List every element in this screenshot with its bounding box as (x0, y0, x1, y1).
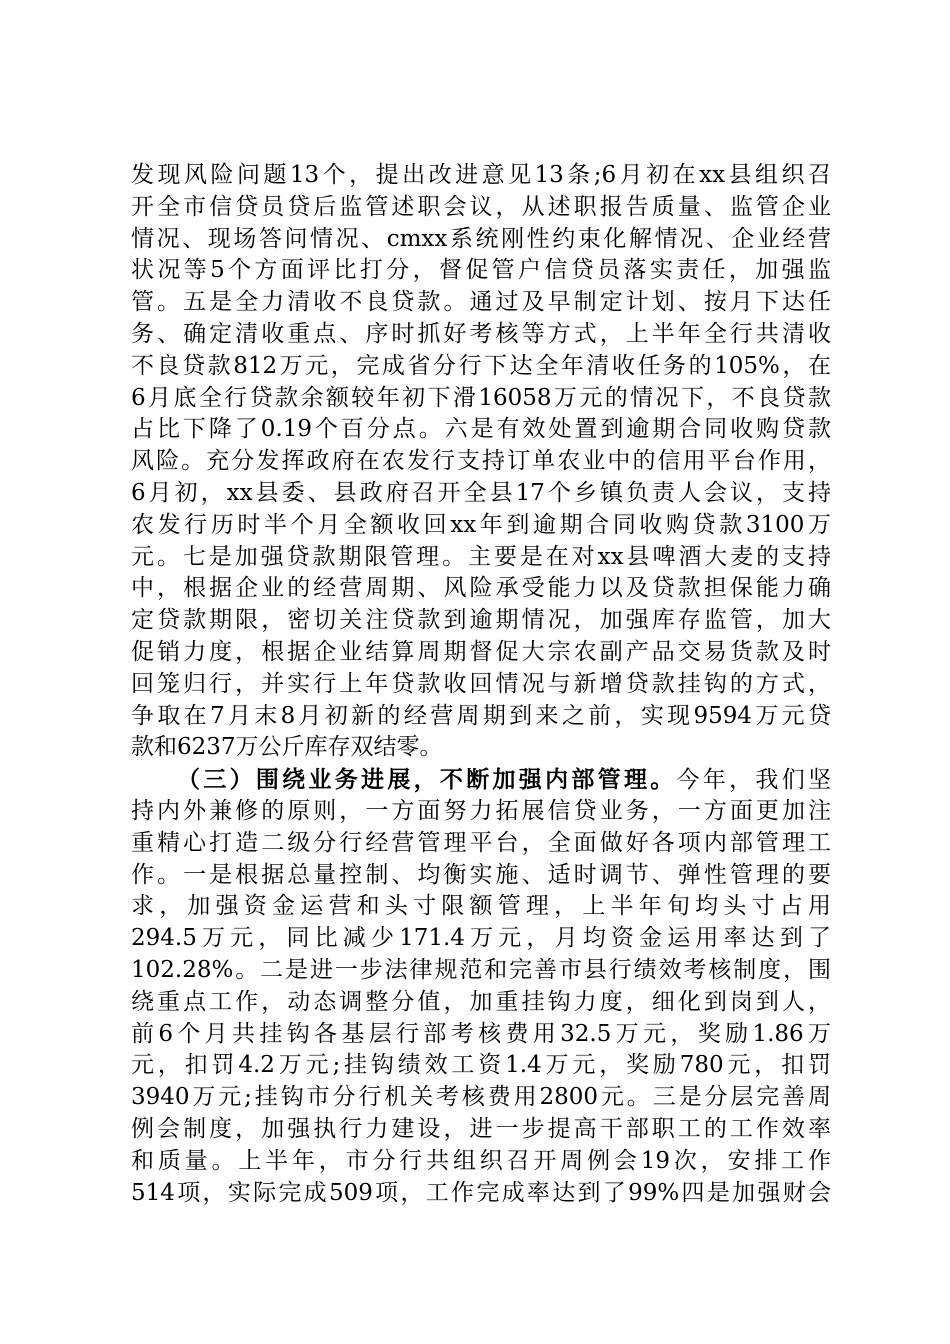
text-line: 风险。充分发挥政府在农发行支持订单农业中的信用平台作用， (131, 448, 831, 475)
text-line: 3940万元;挂钩市分行机关考核费用2800元。三是分层完善周 (131, 1084, 831, 1111)
paragraph-internal-management (131, 764, 831, 1209)
paragraph-risk-management (131, 160, 831, 764)
text-line: 514项，实际完成509项，工作完成率达到了99%四是加强财会 (131, 1179, 831, 1206)
text-line: 294.5万元，同比减少171.4万元，月均资金运用率达到了 (131, 925, 831, 952)
text-line: 发现风险问题13个，提出改进意见13条;6月初在xx县组织召 (131, 162, 831, 188)
text-line: 求，加强资金运营和头寸限额管理，上半年旬均头寸占用 (131, 893, 831, 920)
text-line: 元。七是加强贷款期限管理。主要是在对xx县啤酒大麦的支持 (131, 543, 831, 570)
text-line: 重精心打造二级分行经营管理平台，全面做好各项内部管理工 (131, 829, 831, 856)
text-line: 作。一是根据总量控制、均衡实施、适时调节、弹性管理的要 (131, 861, 831, 888)
text-line: 占比下降了0.19个百分点。六是有效处置到逾期合同收购贷款 (131, 416, 831, 443)
text-line: 农发行历时半个月全额收回xx年到逾期合同收购贷款3100万 (131, 511, 831, 538)
text-line: 中，根据企业的经营周期、风险承受能力以及贷款担保能力确 (131, 575, 831, 602)
text-line: 6月底全行贷款余额较年初下滑16058万元的情况下，不良贷款 (131, 384, 831, 411)
document-body (131, 160, 831, 1209)
text-line: 绕重点工作，动态调整分值，加重挂钩力度，细化到岗到人， (131, 988, 831, 1015)
text-line: 元，扣罚4.2万元;挂钩绩效工资1.4万元，奖励780元，扣罚 (131, 1052, 831, 1079)
text-fragment: 今年，我们坚 (676, 767, 832, 794)
text-line: 争取在7月末8月初新的经营周期到来之前，实现9594万元贷 (131, 702, 831, 729)
text-line: 回笼归行，并实行上年贷款收回情况与新增贷款挂钩的方式， (131, 670, 831, 697)
text-line: 管。五是全力清收不良贷款。通过及早制定计划、按月下达任 (131, 289, 831, 316)
text-line: 情况、现场答问情况、cmxx系统刚性约束化解情况、企业经营 (131, 225, 831, 252)
section-heading-line (131, 764, 831, 796)
text-line: 定贷款期限，密切关注贷款到逾期情况，加强库存监管，加大 (131, 607, 831, 634)
section-heading: （三）围绕业务进展，不断加强内部管理。 (177, 766, 677, 794)
text-line: 促销力度，根据企业结算周期督促大宗农副产品交易货款及时 (131, 638, 831, 665)
text-line: 不良贷款812万元，完成省分行下达全年清收任务的105%，在 (131, 352, 831, 379)
text-line: 开全市信贷员贷后监管述职会议，从述职报告质量、监管企业 (131, 193, 831, 220)
text-line: 6月初，xx县委、县政府召开全县17个乡镇负责人会议，支持 (131, 479, 831, 506)
text-line: 状况等5个方面评比打分，督促管户信贷员落实责任，加强监 (131, 257, 831, 284)
text-line: 前6个月共挂钩各基层行部考核费用32.5万元，奖励1.86万 (131, 1020, 831, 1047)
text-line: 款和6237万公斤库存双结零。 (131, 734, 443, 761)
text-line: 和质量。上半年，市分行共组织召开周例会19次，安排工作 (131, 1147, 831, 1174)
text-line: 102.28%。二是进一步法律规范和完善市县行绩效考核制度，围 (131, 956, 831, 983)
text-line: 持内外兼修的原则，一方面努力拓展信贷业务，一方面更加注 (131, 797, 831, 824)
text-line: 务、确定清收重点、序时抓好考核等方式，上半年全行共清收 (131, 320, 831, 347)
text-line: 例会制度，加强执行力建设，进一步提高干部职工的工作效率 (131, 1115, 831, 1142)
